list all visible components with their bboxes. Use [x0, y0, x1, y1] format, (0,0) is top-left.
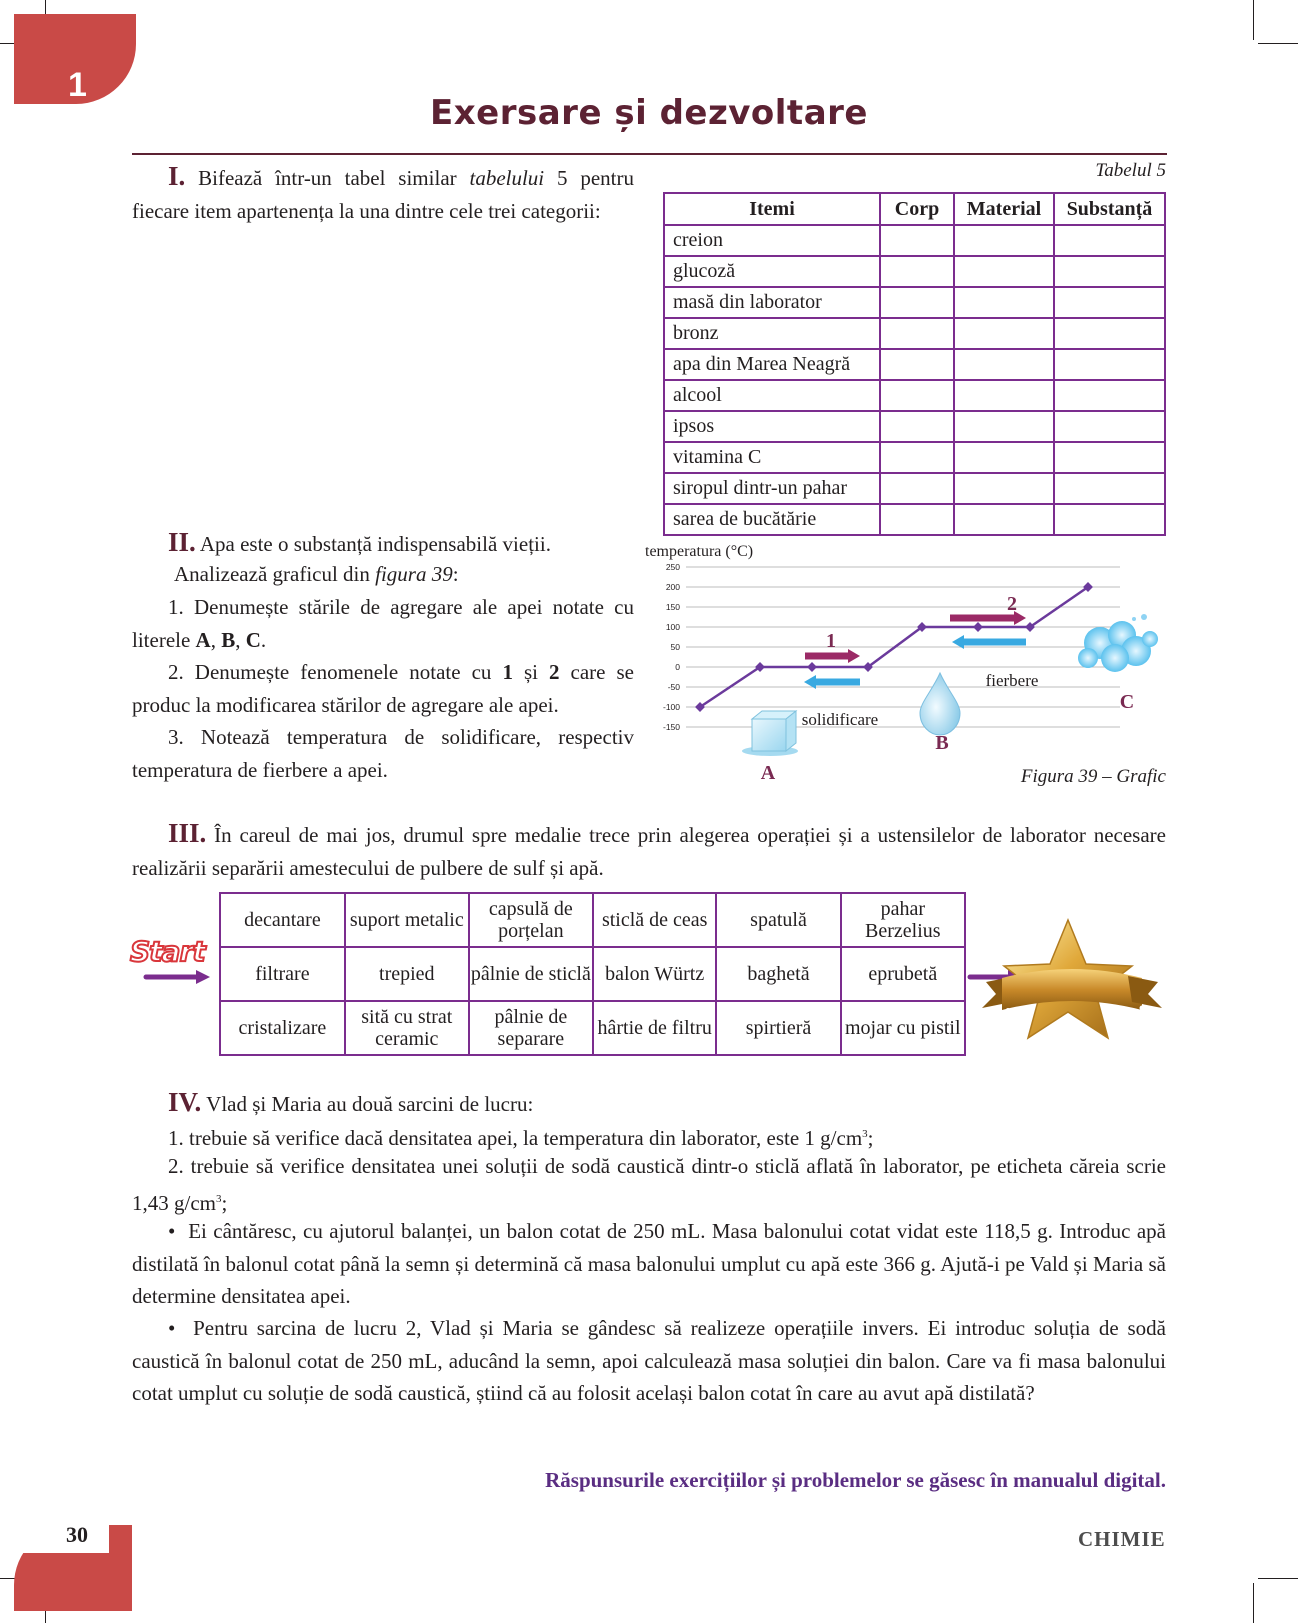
crop-mark	[1253, 0, 1254, 40]
table-item-cell: ipsos	[664, 411, 880, 442]
table-empty-cell	[954, 473, 1054, 504]
table-empty-cell	[1054, 256, 1165, 287]
chart-data-point	[807, 662, 817, 672]
grid-cell: sită cu strat ceramic	[345, 1001, 469, 1055]
q2-text-mid: și	[512, 660, 549, 684]
grid-cell: balon Würtz	[593, 947, 717, 1001]
table-row	[664, 411, 1165, 442]
table-row	[664, 442, 1165, 473]
chart-y-tick-label: -150	[662, 722, 680, 732]
table-empty-cell	[880, 349, 954, 380]
table-row	[664, 380, 1165, 411]
ice-cube-icon	[742, 711, 798, 756]
q2-number-1: 1	[502, 660, 513, 684]
crop-mark	[1258, 43, 1298, 44]
grid-row	[220, 1001, 965, 1055]
chart-y-tick-label: -100	[662, 702, 680, 712]
table-empty-cell	[880, 287, 954, 318]
exercise-2-figure-ref: figura 39	[375, 562, 453, 586]
task-1-sup: 3	[862, 1128, 868, 1140]
table-row	[664, 504, 1165, 535]
table-empty-cell	[954, 256, 1054, 287]
bullet-1: •	[168, 1219, 176, 1243]
table-row	[664, 287, 1165, 318]
table-empty-cell	[954, 349, 1054, 380]
crop-mark	[1258, 1578, 1298, 1579]
task-2-end: ;	[221, 1190, 228, 1215]
grid-row	[220, 947, 965, 1001]
table-empty-cell	[954, 442, 1054, 473]
table-item-cell: sarea de bucătărie	[664, 504, 880, 535]
table-empty-cell	[880, 380, 954, 411]
label-process-2: 2	[1007, 593, 1017, 615]
digital-answers-note: Răspunsurile exercițiilor și problemelor se găsesc în manualul digital.	[545, 1468, 1166, 1492]
table-empty-cell	[1054, 473, 1165, 504]
exercise-3-body: În careul de mai jos, drumul spre medalie trece prin alegerea operației și a ustensilelor de laborator necesare realizării separării amestecului de pulbere de sulf și apă.	[132, 823, 1166, 880]
label-phase-a: A	[760, 762, 776, 784]
table-empty-cell	[880, 473, 954, 504]
exercise-3-text	[132, 817, 1166, 884]
table-row	[664, 318, 1165, 349]
title-rule	[132, 153, 1167, 155]
table-header-itemi: Itemi	[664, 193, 880, 225]
chart-y-tick-label: 150	[665, 602, 680, 612]
chart-y-tick-label: 0	[675, 662, 680, 672]
vapour-cloud-icon	[1078, 614, 1158, 672]
table-row	[664, 256, 1165, 287]
bullet-2: •	[168, 1316, 176, 1340]
task-1-end: ;	[867, 1126, 874, 1150]
grid-cell: baghetă	[716, 947, 840, 1001]
exercise-2-question-1: 1. Denumește stările de agregare ale apei notate cu literele A, B, C.	[132, 595, 634, 652]
table-empty-cell	[880, 411, 954, 442]
grid-cell: cristalizare	[220, 1001, 345, 1055]
start-label: Start	[130, 935, 205, 968]
grid-cell: hârtie de filtru	[593, 1001, 717, 1055]
chart-y-tick-label: 200	[665, 582, 680, 592]
exercise-2-line2-b: :	[452, 562, 459, 586]
paragraph-2-text: Pentru sarcina de lucru 2, Vlad și Maria se gândesc să realizeze operațiile invers. Ei introduc soluția de sodă caustică în balonul cotat de 250 mL, aducând la semn, apoi calculează masa soluției din balon. Care va fi masa balonului cotat umplut cu soluție de sodă caustică, știind că au folosit același balon cotat în care au avut apă distilată?	[132, 1316, 1166, 1405]
grid-cell: pâlnie de separare	[469, 1001, 593, 1055]
chart-y-tick-label: 100	[665, 622, 680, 632]
temperature-chart	[645, 543, 1170, 784]
label-phase-c: C	[1119, 691, 1135, 713]
table-header-material: Material	[954, 193, 1054, 225]
chapter-number: 1	[68, 66, 87, 104]
q1-letter-b: B	[221, 627, 236, 652]
table-item-cell: glucoză	[664, 256, 880, 287]
q2-text-a: 2. Denumește fenomenele notate cu	[168, 660, 503, 684]
table-header-substanta: Substanță	[1054, 193, 1165, 225]
table-item-cell: siropul dintr-un pahar	[664, 473, 880, 504]
page-title: Exersare și dezvoltare	[430, 93, 868, 133]
label-phase-b: B	[935, 732, 949, 754]
exercise-1-italic: tabelului	[469, 166, 545, 190]
table-row	[664, 473, 1165, 504]
q1-text: 1. Denumește stările de agregare ale apei notate cu literele	[132, 595, 634, 652]
table-empty-cell	[1054, 380, 1165, 411]
table-row	[664, 225, 1165, 256]
label-process-1: 1	[826, 630, 836, 652]
grid-cell: spirtieră	[716, 1001, 840, 1055]
table-item-cell: bronz	[664, 318, 880, 349]
chart-y-axis-label: temperatura (°C)	[645, 543, 754, 560]
table-empty-cell	[880, 256, 954, 287]
table-empty-cell	[954, 504, 1054, 535]
chart-data-point	[973, 622, 983, 632]
task-2-sup: 3	[216, 1192, 222, 1205]
grid-cell: spatulă	[716, 893, 840, 947]
table-item-cell: apa din Marea Neagră	[664, 349, 880, 380]
exercise-1-text-b: 5 pentru fiecare item apartenența la una dintre cele trei categorii:	[132, 166, 634, 223]
table-empty-cell	[954, 380, 1054, 411]
table-empty-cell	[1054, 442, 1165, 473]
paragraph-1-text: Ei cântăresc, cu ajutorul balanței, un balon cotat de 250 mL. Masa balonului cotat vidat este 118,5 g. Introduc apă distilată în balonul cotat până la semn și determină că masa balonului umplut cu apă este 366 g. Ajută-i pe Vald și Maria să determine densitatea apei.	[132, 1219, 1166, 1308]
table-empty-cell	[1054, 287, 1165, 318]
grid-cell: pâlnie de sticlă	[469, 947, 593, 1001]
exercise-1-text	[132, 160, 634, 227]
table-item-cell: masă din laborator	[664, 287, 880, 318]
table-empty-cell	[1054, 318, 1165, 349]
page-corner-tab-inset	[14, 1525, 109, 1553]
table-empty-cell	[880, 442, 954, 473]
exercise-1-numeral: I.	[168, 161, 186, 191]
table-empty-cell	[1054, 349, 1165, 380]
grid-cell: decantare	[220, 893, 345, 947]
exercise-4-task-2	[132, 1150, 1166, 1219]
exercise-2-line2-a: Analizează graficul din	[174, 562, 376, 586]
exercise-4-paragraph-1	[132, 1215, 1166, 1313]
q2-text-b: care se produc la modificarea stărilor de agregare ale apei.	[132, 660, 635, 717]
label-boiling: fierbere	[985, 671, 1039, 690]
table-empty-cell	[954, 287, 1054, 318]
exercise-4-intro-text: Vlad și Maria au două sarcini de lucru:	[206, 1092, 534, 1116]
q2-number-2: 2	[549, 660, 560, 684]
grid-cell: capsulă de porțelan	[469, 893, 593, 947]
table-empty-cell	[1054, 225, 1165, 256]
chart-y-tick-label: -50	[667, 682, 680, 692]
exercise-1-text-a: Bifează într-un tabel similar	[198, 166, 470, 190]
exercise-2-line1	[168, 526, 648, 561]
table-empty-cell	[954, 318, 1054, 349]
table-5-caption: Tabelul 5	[1095, 160, 1166, 181]
table-empty-cell	[954, 225, 1054, 256]
table-item-cell: creion	[664, 225, 880, 256]
exercise-4-numeral: IV.	[168, 1087, 202, 1117]
crop-mark	[1253, 1583, 1254, 1623]
table-empty-cell	[1054, 411, 1165, 442]
grid-cell: filtrare	[220, 947, 345, 1001]
chart-y-tick-label: 50	[670, 642, 680, 652]
grid-cell: eprubetă	[841, 947, 965, 1001]
table-empty-cell	[880, 504, 954, 535]
q1-letter-c: C	[245, 627, 261, 652]
medal-path-grid	[219, 892, 966, 1056]
exercise-3-numeral: III.	[168, 818, 207, 848]
table-item-cell: alcool	[664, 380, 880, 411]
table-empty-cell	[880, 225, 954, 256]
grid-cell: suport metalic	[345, 893, 469, 947]
figure-39-caption: Figura 39 – Grafic	[1020, 766, 1166, 787]
subject-label: CHIMIE	[1078, 1527, 1166, 1551]
page-number: 30	[66, 1522, 88, 1547]
grid-row	[220, 893, 965, 947]
label-solidification: solidificare	[801, 710, 879, 729]
grid-cell: sticlă de ceas	[593, 893, 717, 947]
task-2-text: 2. trebuie să verifice densitatea unei soluții de sodă caustică dintr-o sticlă aflată în laborator, pe eticheta căreia scrie 1,43 g/cm	[132, 1154, 1166, 1215]
exercise-2-intro: Apa este o substanță indispensabilă vieții.	[199, 532, 551, 556]
exercise-2-numeral: II.	[168, 527, 196, 557]
exercise-2-question-3: 3. Notează temperatura de solidificare, respectiv temperatura de fierbere a apei.	[132, 725, 634, 782]
grid-cell: pahar Berzelius	[841, 893, 965, 947]
table-row	[664, 349, 1165, 380]
gold-medal-star-icon	[982, 918, 1162, 1040]
table-item-cell: vitamina C	[664, 442, 880, 473]
exercise-4-intro	[168, 1086, 1168, 1121]
exercise-4-paragraph-2	[132, 1312, 1166, 1410]
grid-cell: mojar cu pistil	[841, 1001, 965, 1055]
task-1-text: 1. trebuie să verifice dacă densitatea apei, la temperatura din laborator, este 1 g/cm	[168, 1126, 863, 1150]
grid-cell: trepied	[345, 947, 469, 1001]
table-empty-cell	[880, 318, 954, 349]
start-arrow	[144, 967, 214, 987]
table-header-corp: Corp	[880, 193, 954, 225]
q1-letter-a: A	[195, 627, 211, 652]
chart-y-tick-label: 250	[665, 562, 680, 572]
exercise-2-question-2	[132, 656, 634, 721]
exercise-2-line2	[174, 558, 634, 591]
table-5	[663, 192, 1166, 536]
water-drop-icon	[920, 673, 960, 735]
table-empty-cell	[1054, 504, 1165, 535]
table-empty-cell	[954, 411, 1054, 442]
